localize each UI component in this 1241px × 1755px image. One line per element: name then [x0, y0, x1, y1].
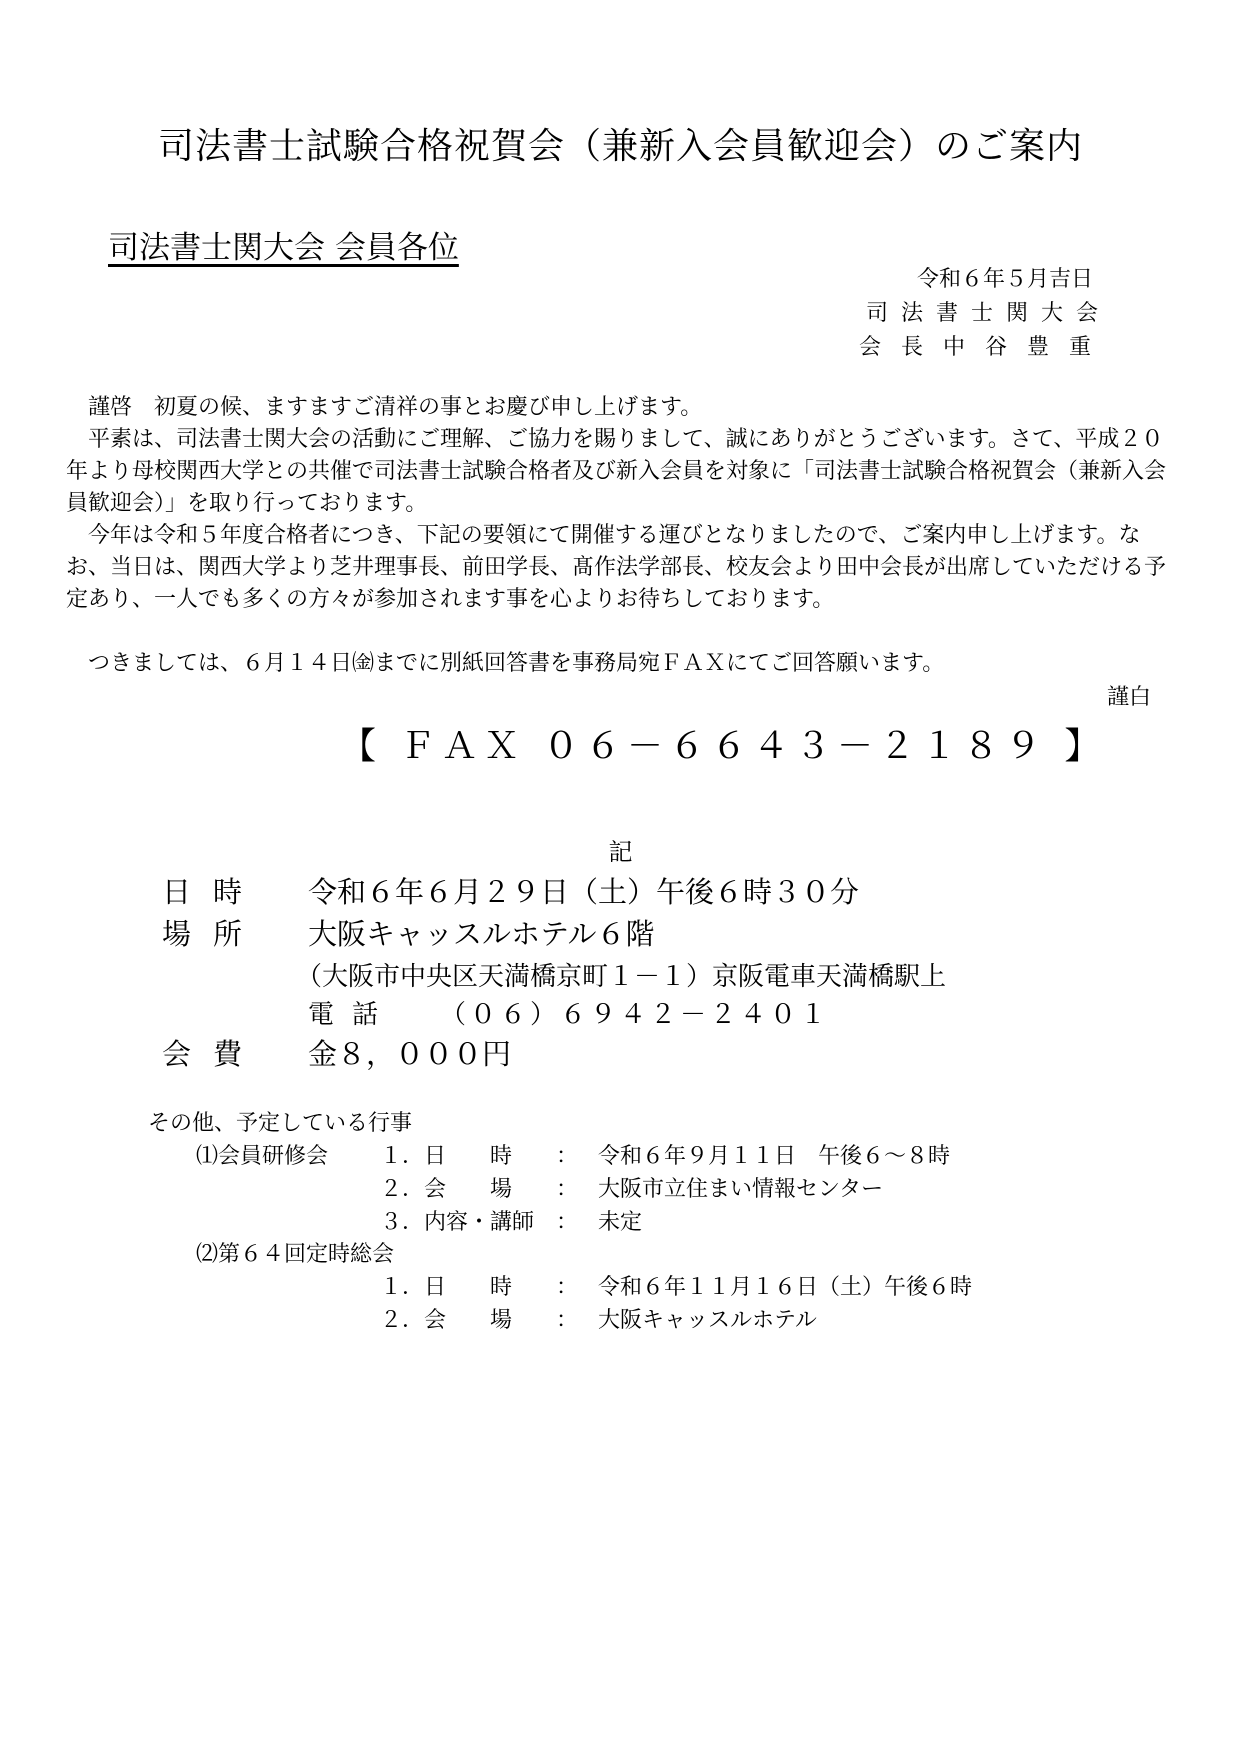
- event-title: ⑴会員研修会: [196, 1144, 329, 1169]
- tel-value: （０６）６９４２－２４０１: [440, 1000, 831, 1030]
- tel-label: 電話: [308, 1000, 397, 1030]
- reply-request-paragraph: [66, 648, 1166, 680]
- closing-word: 謹白: [1106, 685, 1151, 710]
- organization-name: 司法書士関大会: [865, 301, 1111, 326]
- announcement-text: 今年は令和５年度合格者につき、下記の要領にて開催する運びとなりましたので、ご案内申し上げます。なお、当日は、関西大学より芝井理事長、前田学長、髙作法学部長、校友会より田中会長が出席していただける予定あり、一人でも多くの方々が参加されます事を心よりお待ちしております。: [66, 523, 1167, 612]
- address: （大阪市中央区天満橋京町１－１）京阪電車天満橋駅上: [296, 962, 947, 992]
- place-value: 大阪キャッスルホテル６階: [308, 917, 655, 951]
- fax-label: ＦＡＸ: [399, 726, 526, 767]
- background-text: 平素は、司法書士関大会の活動にご理解、ご協力を賜りまして、誠にありがとうございます。さて、平成２０年より母校関西大学との共催で司法書士試験合格者及び新入会員を対象に「司法書士試験合格祝賀会（兼新入会員歓迎会）」を取り行っております。: [66, 427, 1167, 516]
- event-item-value: 令和６年１１月１６日（土）午後６時: [598, 1275, 973, 1300]
- fee-value: 金８，０００円: [308, 1037, 512, 1071]
- fax-close-bracket: 】: [1064, 726, 1107, 767]
- event-item-value: 大阪キャッスルホテル: [598, 1308, 817, 1333]
- fax-number-line: [340, 718, 1106, 769]
- datetime-label: 日時: [162, 875, 265, 909]
- event-item-value: 令和６年９月１１日 午後６～８時: [598, 1144, 951, 1169]
- event-item-colon: ：: [556, 1144, 579, 1169]
- fax-open-bracket: 【: [340, 726, 383, 767]
- fee-label: 会費: [162, 1037, 265, 1071]
- event-item-colon: ：: [556, 1210, 579, 1235]
- addressee: 司法書士関大会 会員各位: [108, 230, 459, 266]
- schedule-heading: その他、予定している行事: [148, 1111, 413, 1136]
- event-item-label: ３．内容・講師: [380, 1210, 535, 1235]
- background-paragraph: [66, 424, 1166, 520]
- event-item-label: ２．会 場: [380, 1308, 513, 1333]
- event-item-value: 未定: [598, 1210, 643, 1235]
- announcement-paragraph: [66, 520, 1166, 616]
- reply-request-text: つきましては、６月１４日㈮までに別紙回答書を事務局宛ＦＡＸにてご回答願います。: [88, 651, 945, 676]
- place-label: 場所: [162, 917, 265, 951]
- fax-number: ０６－６６４３－２１８９: [542, 726, 1047, 767]
- event-item-colon: ：: [556, 1177, 579, 1202]
- president-name: 会長中谷豊重: [858, 335, 1111, 360]
- datetime-value: 令和６年６月２９日（土）午後６時３０分: [308, 875, 860, 909]
- event-item-colon: ：: [556, 1308, 579, 1333]
- greeting-text: 謹啓 初夏の候、ますますご清祥の事とお慶び申し上げます。: [88, 395, 703, 420]
- page-title: 司法書士試験合格祝賀会（兼新入会員歓迎会）のご案内: [157, 126, 1083, 167]
- event-item-colon: ：: [556, 1275, 579, 1300]
- event-item-label: １．日 時: [380, 1275, 513, 1300]
- event-item-label: １．日 時: [380, 1144, 513, 1169]
- ki-heading: 記: [608, 838, 633, 866]
- event-item-value: 大阪市立住まい情報センター: [598, 1177, 884, 1202]
- event-item-label: ２．会 場: [380, 1177, 513, 1202]
- greeting-paragraph: [66, 392, 1166, 424]
- issue-date: 令和６年５月吉日: [916, 267, 1093, 292]
- event-title: ⑵第６４回定時総会: [196, 1242, 395, 1267]
